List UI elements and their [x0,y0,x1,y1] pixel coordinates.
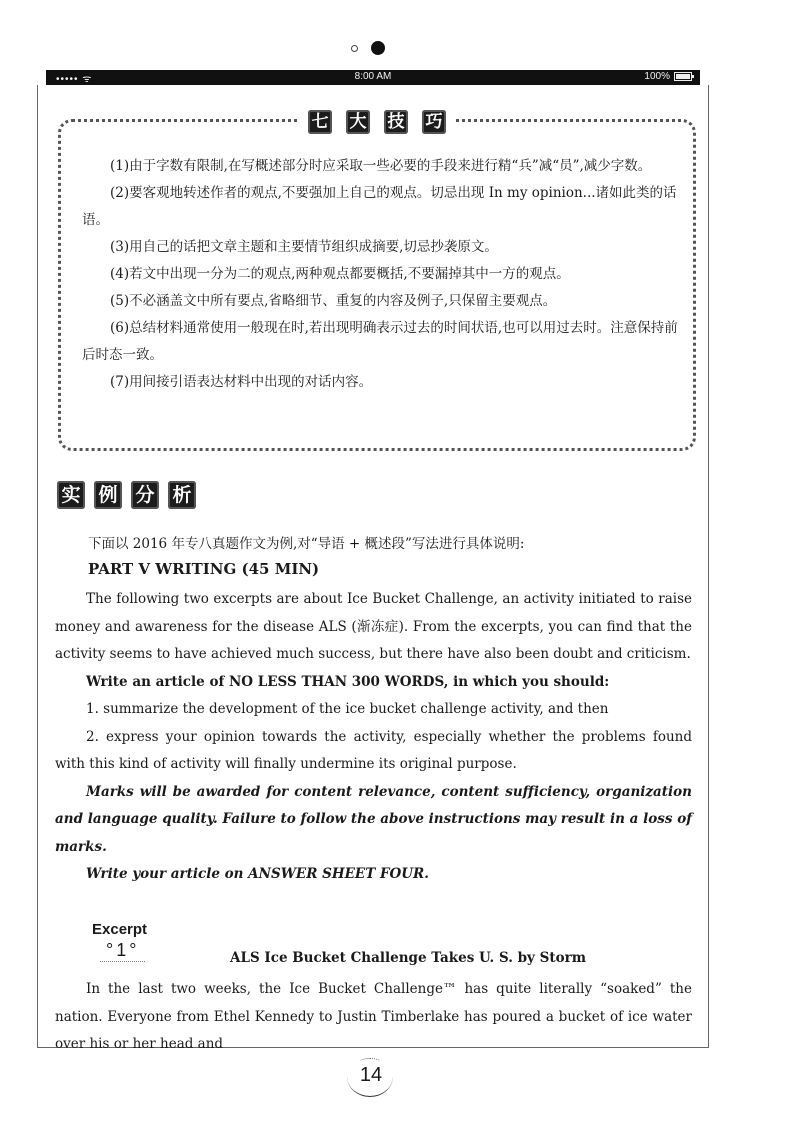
tips-heading [300,110,454,134]
analysis-heading-char: 析 [168,481,196,509]
excerpt-title: ALS Ice Bucket Challenge Takes U. S. by Storm [230,950,586,966]
signal-indicator: ••••• ᯤ [56,74,93,85]
page-number: 14 [359,1064,383,1086]
analysis-heading-char: 例 [94,481,122,509]
ambient-sensor [351,45,358,52]
tips-heading-char: 巧 [422,110,446,134]
analysis-heading-char: 分 [131,481,159,509]
tip-item: (2)要客观地转述作者的观点,不要强加上自己的观点。切忌出现 In my opinion...诸如此类的话语。 [82,185,677,228]
prompt-paragraph: The following two excerpts are about Ice Bucket Challenge, an activity initiated to raise money and awareness for the disease ALS (渐冻症). From the excerpts, you can find that the activity seems to have achieved much success, but there have also been doubt and criticism. [55,591,692,662]
excerpt-body [55,976,692,1059]
marks-note: Marks will be awarded for content relevance, content sufficiency, organization and language quality. Failure to follow the above instructions may result in a loss of marks. [55,783,692,855]
prompt-block [55,586,692,889]
battery-percent: 100% [644,71,670,82]
analysis-heading-char: 实 [57,481,85,509]
tips-list [82,153,682,396]
tips-heading-char: 七 [308,110,332,134]
tips-heading-char: 技 [384,110,408,134]
excerpt-paragraph: In the last two weeks, the Ice Bucket Challenge™ has quite literally “soaked” the nation. Everyone from Ethel Kennedy to Justin Timberlake has poured a bucket of ice water over his or her head and [55,981,692,1052]
battery-icon [674,72,692,81]
battery-indicator [644,71,692,82]
front-camera [371,41,385,55]
part-title: PART V WRITING (45 MIN) [88,560,320,578]
tip-item: (4)若文中出现一分为二的观点,两种观点都要概括,不要漏掉其中一方的观点。 [110,266,570,282]
analysis-intro: 下面以 2016 年专八真题作文为例,对“导语 + 概述段”写法进行具体说明: [88,536,525,552]
instruction-line: Write an article of NO LESS THAN 300 WORDS, in which you should: [86,673,610,690]
tip-item: (6)总结材料通常使用一般现在时,若出现明确表示过去的时间状语,也可以用过去时。注意保持前后时态一致。 [82,320,678,363]
excerpt-label: Excerpt [92,921,148,938]
tip-item: (3)用自己的话把文章主题和主要情节组织成摘要,切忌抄袭原文。 [110,239,498,255]
tips-heading-char: 大 [346,110,370,134]
clock: 8:00 AM [354,71,392,82]
status-bar [46,70,700,85]
instruction-point: 1. summarize the development of the ice bucket challenge activity, and then [86,701,609,717]
answer-sheet-note: Write your article on ANSWER SHEET FOUR. [86,866,429,882]
tip-item: (1)由于字数有限制,在写概述部分时应采取一些必要的手段来进行精“兵”减“员”,减少字数。 [110,158,652,174]
tip-item: (7)用间接引语表达材料中出现的对话内容。 [110,374,373,390]
analysis-heading [57,481,196,509]
instruction-point: 2. express your opinion towards the activity, especially whether the problems found with this kind of activity will finally undermine its original purpose. [55,728,692,772]
excerpt-number: °1° [100,940,145,962]
tip-item: (5)不必涵盖文中所有要点,省略细节、重复的内容及例子,只保留主要观点。 [110,293,557,309]
